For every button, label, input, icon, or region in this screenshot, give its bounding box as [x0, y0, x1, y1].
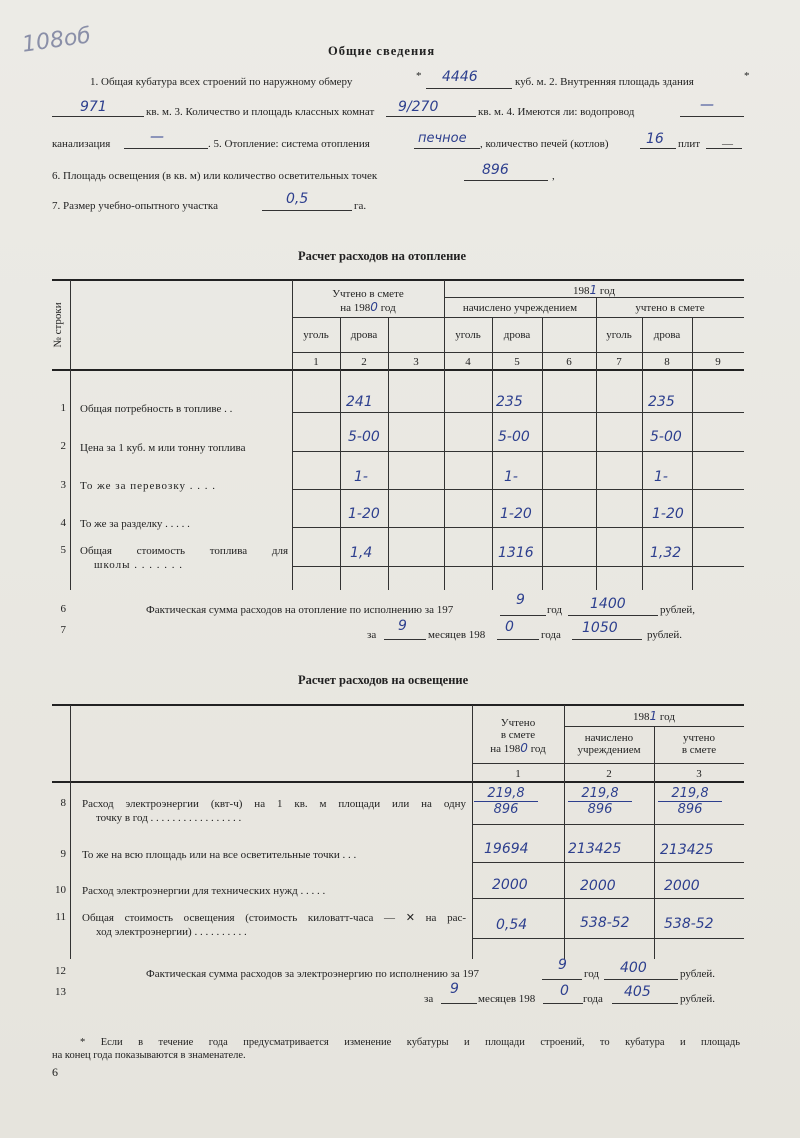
row8-estimate2-fraction: $\frac{219,8}{896}$ — [658, 786, 722, 817]
line12-year: 9 — [558, 957, 567, 973]
heating-table-top — [52, 279, 744, 281]
footnote-line-2: на конец года показываются в знаменателе. — [52, 1050, 246, 1061]
line13-for: за — [424, 993, 434, 1005]
row-label: Расход электроэнергии (квт-ч) на 1 кв. м площади или на одну — [82, 798, 466, 810]
lighting-table-top — [52, 704, 744, 706]
row-number: 1 — [60, 402, 66, 414]
estimate2-header: учтено в смете — [635, 302, 705, 314]
heating-title: Расчет расходов на отопление — [298, 249, 467, 263]
stoves-value: 16 — [646, 131, 664, 147]
column-number: 2 — [361, 356, 367, 368]
archive-corner-note: 108об — [20, 23, 93, 58]
item3-fill — [386, 116, 476, 117]
row1-wood-estimate: 241 — [346, 394, 373, 410]
row-rule — [472, 824, 744, 825]
item7-value: 0,5 — [286, 191, 309, 207]
line12-year-fill — [542, 979, 582, 980]
line13-sum-fill — [612, 1003, 678, 1004]
item7-label: 7. Размер учебно-опытного участка — [52, 200, 218, 212]
row11-estimate: 0,54 — [496, 917, 528, 933]
footnote-line-1: * Если в течение года предусматривается изменение кубатуры и площади строений, то кубатура и площадь — [80, 1037, 740, 1048]
column-number: 6 — [566, 356, 572, 368]
row-rule — [292, 566, 744, 567]
lighting-charged-header: начислено — [584, 732, 634, 744]
charged-header: начислено учреждением — [462, 302, 578, 314]
water-fill — [680, 116, 744, 117]
lighting-vline — [70, 705, 71, 959]
row4-wood-charged: 1-20 — [500, 506, 532, 522]
line7-year-fill — [497, 639, 539, 640]
heating-num-line — [292, 352, 744, 353]
row-number: 6 — [60, 603, 66, 615]
row10-estimate: 2000 — [492, 877, 528, 893]
row8-charged-fraction: $\frac{219,8}{896}$ — [568, 786, 632, 817]
row-label: точку в год . . . . . . . . . . . . . . . . . — [96, 812, 242, 824]
wood-header: дрова — [350, 329, 378, 341]
lighting-estimate-header: в смете — [500, 729, 536, 741]
column-number: 1 — [515, 768, 521, 780]
row-number: 9 — [60, 848, 66, 860]
lighting-charged-header: учреждением — [577, 744, 641, 756]
item6-fill — [464, 180, 548, 181]
row-label: То же на всю площадь или на все осветительные точки . . . — [82, 849, 357, 861]
lighting-num-line — [472, 763, 744, 764]
heating-system-label: . 5. Отопление: система отопления — [208, 138, 370, 150]
row-label: школы . . . . . . . — [94, 559, 183, 571]
row3-wood-estimate: 1- — [354, 469, 368, 485]
row-number: 11 — [55, 911, 66, 923]
row-number-header: № строки — [52, 302, 64, 348]
row-number: 13 — [55, 986, 66, 998]
row-label: ход электроэнергии) . . . . . . . . . . — [96, 926, 247, 938]
lighting-estimate2-header: учтено — [682, 732, 716, 744]
line7-year-label: года — [541, 629, 561, 641]
row-label: Расход электроэнергии для технических нужд . . . . . — [82, 885, 326, 897]
line7-months-fill — [384, 639, 426, 640]
sewer-fill — [124, 148, 208, 149]
line13-months-label: месяцев 198 — [478, 993, 536, 1005]
coal-header: уголь — [455, 329, 481, 341]
row1-wood-charged: 235 — [496, 394, 523, 410]
water-value: — — [700, 97, 714, 113]
lighting-title: Расчет расходов на освещение — [298, 673, 469, 687]
heating-system-value: печное — [418, 131, 467, 146]
lighting-estimate2-header: в смете — [681, 744, 717, 756]
column-number: 1 — [313, 356, 319, 368]
item1-fill — [426, 88, 512, 89]
heating-header-bottom — [52, 369, 744, 371]
item6-comma: , — [552, 170, 555, 182]
line7-currency: рублей. — [647, 629, 683, 641]
row5-wood-charged: 1316 — [498, 545, 534, 561]
row-label: Цена за 1 куб. м или тонну топлива — [80, 442, 246, 454]
row4-wood-estimate: 1-20 — [348, 506, 380, 522]
estimate-header: Учтено в смете — [332, 288, 404, 300]
item6-value: 896 — [482, 162, 509, 178]
row-label: Общая стоимость топлива для — [80, 545, 288, 557]
plates-label: плит — [678, 138, 701, 150]
wood-header: дрова — [503, 329, 531, 341]
line13-sum: 405 — [624, 984, 651, 1000]
row-number: 12 — [55, 965, 66, 977]
item1-label: 1. Общая кубатура всех строений по наружному обмеру — [90, 76, 353, 88]
line7-sum: 1050 — [582, 620, 618, 636]
year-header: 1981 год — [573, 283, 615, 297]
line6-year: 9 — [516, 592, 525, 608]
lighting-estimate-year: на 1980 год — [490, 741, 546, 755]
column-number: 8 — [664, 356, 670, 368]
row-label: Общая стоимость освещения (стоимость киловатт-часа — ✕ на рас- — [82, 912, 466, 924]
line13-year-label: года — [583, 993, 603, 1005]
column-number: 3 — [413, 356, 419, 368]
plates-value: — — [722, 138, 733, 150]
row1-wood-estimate2: 235 — [648, 394, 675, 410]
coal-header: уголь — [606, 329, 632, 341]
item2-fill — [52, 116, 144, 117]
row-rule — [472, 862, 744, 863]
item7-fill — [262, 210, 352, 211]
line7-for: за — [367, 629, 377, 641]
row9-charged: 213425 — [568, 841, 622, 857]
row5-wood-estimate: 1,4 — [350, 545, 373, 561]
page-number: 6 — [52, 1065, 58, 1079]
item2-unit: кв. м. 3. Количество и площадь классных комнат — [146, 106, 375, 118]
row-rule — [292, 489, 744, 490]
item2-star: * — [744, 70, 750, 82]
column-number: 5 — [514, 356, 520, 368]
row5-wood-estimate2: 1,32 — [650, 545, 682, 561]
column-number: 9 — [715, 356, 721, 368]
row-label: Общая потребность в топливе . . — [80, 403, 233, 415]
line7-months: 9 — [398, 618, 407, 634]
row-number: 4 — [60, 517, 66, 529]
heating-vline — [444, 280, 445, 590]
line12-label: Фактическая сумма расходов за электроэнергию по исполнению за 197 — [146, 968, 480, 980]
lighting-estimate-header: Учтено — [500, 717, 536, 729]
row-number: 3 — [60, 479, 66, 491]
item1-star: * — [416, 70, 422, 82]
row-number: 10 — [55, 884, 66, 896]
line13-months: 9 — [450, 981, 459, 997]
line13-currency: рублей. — [680, 993, 716, 1005]
heating-vline — [70, 280, 71, 590]
item6-label: 6. Площадь освещения (в кв. м) или количество осветительных точек — [52, 170, 378, 182]
line7-year: 0 — [505, 619, 514, 635]
lighting-header-bottom — [52, 781, 744, 783]
line12-sum: 400 — [620, 960, 647, 976]
row2-wood-estimate2: 5-00 — [650, 429, 682, 445]
item1-value: 4446 — [442, 69, 478, 85]
row-label: То же за разделку . . . . . — [80, 518, 190, 530]
line6-sum-fill — [568, 615, 658, 616]
line7-months-label: месяцев 198 — [428, 629, 486, 641]
line6-year-label: год — [547, 604, 563, 616]
line13-months-fill — [441, 1003, 477, 1004]
stoves-label: , количество печей (котлов) — [480, 138, 609, 150]
line12-currency: рублей. — [680, 968, 716, 980]
row4-wood-estimate2: 1-20 — [652, 506, 684, 522]
row9-estimate2: 213425 — [660, 842, 714, 858]
row-number: 2 — [60, 440, 66, 452]
row-number: 5 — [60, 544, 66, 556]
item1-unit: куб. м. 2. Внутренняя площадь здания — [515, 76, 694, 88]
general-title: Общие сведения — [328, 44, 436, 58]
line13-year-fill — [543, 1003, 583, 1004]
line12-sum-fill — [604, 979, 678, 980]
line12-year-label: год — [584, 968, 600, 980]
heating-system-fill — [414, 148, 480, 149]
sewer-value: — — [150, 129, 164, 145]
heating-vline — [292, 280, 293, 590]
row2-wood-estimate: 5-00 — [348, 429, 380, 445]
row-rule — [472, 898, 744, 899]
wood-header: дрова — [653, 329, 681, 341]
column-number: 2 — [606, 768, 612, 780]
column-number: 7 — [616, 356, 622, 368]
column-number: 4 — [465, 356, 471, 368]
stoves-fill — [640, 148, 676, 149]
line6-sum: 1400 — [590, 596, 626, 612]
sewer-label: канализация — [52, 138, 111, 150]
row-rule — [292, 412, 744, 413]
estimate-year-header: на 1980 год — [340, 300, 396, 314]
line6-year-fill — [500, 615, 546, 616]
item7-unit: га. — [354, 200, 367, 212]
row9-estimate: 19694 — [484, 841, 529, 857]
heating-sub-line — [292, 317, 744, 318]
heating-year-line — [444, 297, 744, 298]
row3-wood-estimate2: 1- — [654, 469, 668, 485]
line6-currency: рублей, — [660, 604, 696, 616]
line13-year: 0 — [560, 983, 569, 999]
column-number: 3 — [696, 768, 702, 780]
row2-wood-charged: 5-00 — [498, 429, 530, 445]
item2-value: 971 — [80, 99, 107, 115]
row-number: 8 — [60, 797, 66, 809]
row10-charged: 2000 — [580, 878, 616, 894]
row11-charged: 538-52 — [580, 915, 630, 931]
row10-estimate2: 2000 — [664, 878, 700, 894]
row11-estimate2: 538-52 — [664, 916, 714, 932]
item3-value: 9/270 — [398, 99, 439, 115]
row3-wood-charged: 1- — [504, 469, 518, 485]
row-number: 7 — [60, 624, 66, 636]
row-rule — [472, 938, 744, 939]
row-rule — [292, 451, 744, 452]
item3-unit: кв. м. 4. Имеются ли: водопровод — [478, 106, 635, 118]
row8-estimate-fraction: $\frac{219,8}{896}$ — [474, 786, 538, 817]
line7-sum-fill — [572, 639, 642, 640]
lighting-year-header: 1981 год — [633, 709, 675, 723]
lighting-vline — [654, 726, 655, 959]
coal-header: уголь — [303, 329, 329, 341]
row-label: То же за перевозку . . . . — [80, 480, 217, 492]
row-rule — [292, 527, 744, 528]
line6-label: Фактическая сумма расходов на отопление по исполнению за 197 — [146, 604, 454, 616]
